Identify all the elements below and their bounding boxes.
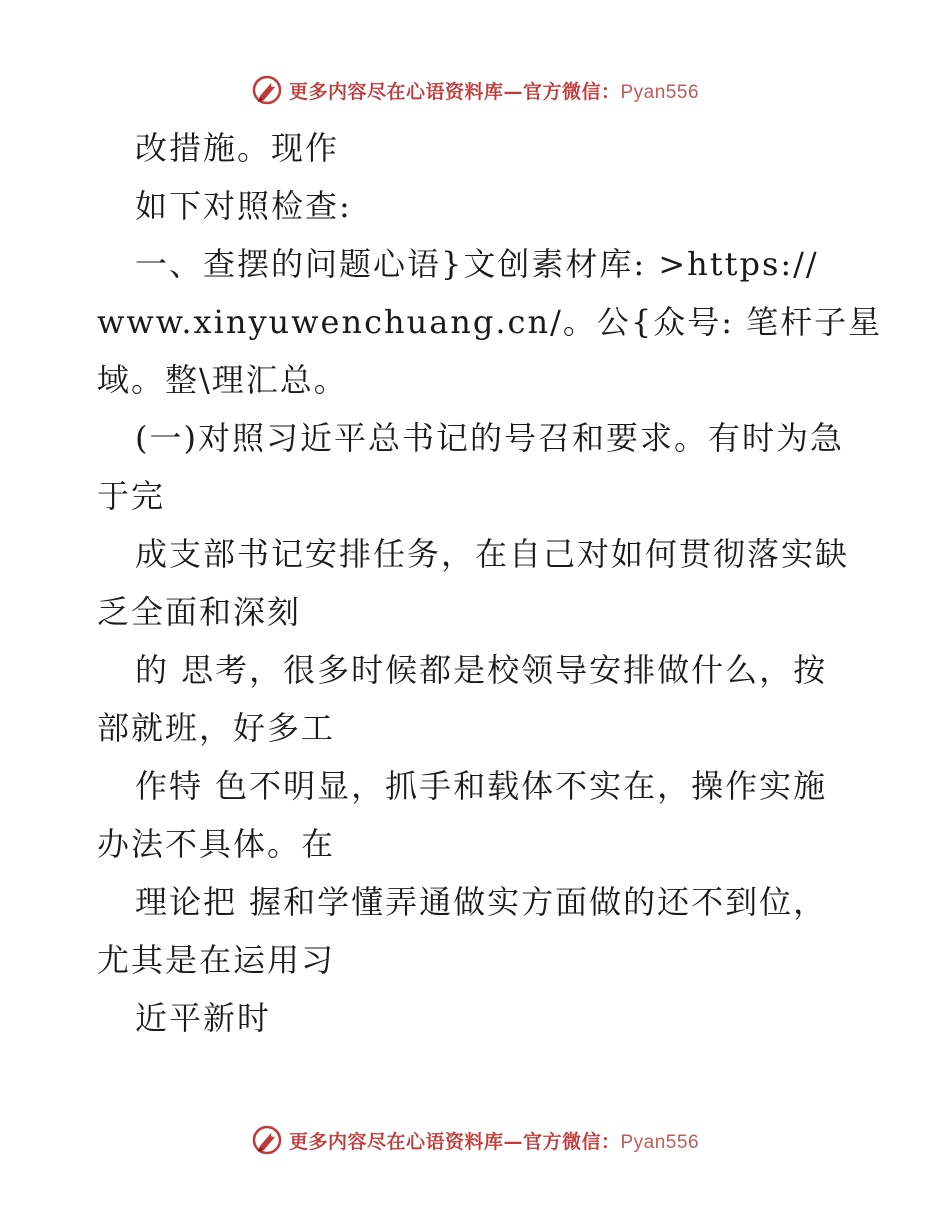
text-line: 成支部书记安排任务，在自己对如何贯彻落实缺	[135, 535, 850, 573]
text-line: 于完	[97, 477, 166, 515]
logo-icon	[251, 74, 283, 106]
wechat-id: Pyan556	[620, 81, 700, 103]
header-banner	[0, 70, 950, 110]
text-line: www.xinyuwenchuang.cn/。公{众号: 笔杆子星	[97, 303, 883, 341]
banner-text: 更多内容尽在心语资料库—官方微信：Pyan556	[288, 80, 700, 103]
text-line: 的 思考，很多时候都是校领导安排做什么，按	[135, 651, 828, 689]
banner-text: 更多内容尽在心语资料库—官方微信：Pyan556	[288, 1130, 700, 1153]
footer-banner	[0, 1120, 950, 1160]
text-line: 改措施。现作	[135, 129, 340, 167]
text-line: 一、查摆的问题心语}文创素材库: >https://	[135, 245, 819, 283]
text-line: (一)对照习近平总书记的号召和要求。有时为急	[135, 419, 844, 457]
text-line: 理论把 握和学懂弄通做实方面做的还不到位，	[135, 883, 828, 921]
logo-icon	[251, 1124, 283, 1156]
text-line: 尤其是在运用习	[97, 941, 336, 979]
text-line: 部就班，好多工	[97, 709, 336, 747]
text-line: 如下对照检查:	[135, 187, 352, 225]
text-line: 作特 色不明显，抓手和载体不实在，操作实施	[135, 767, 828, 805]
text-line: 办法不具体。在	[97, 825, 336, 863]
text-line: 近平新时	[135, 999, 272, 1037]
wechat-id: Pyan556	[620, 1131, 700, 1153]
text-line: 乏全面和深刻	[97, 593, 302, 631]
text-line: 域。整\理汇总。	[97, 361, 348, 399]
